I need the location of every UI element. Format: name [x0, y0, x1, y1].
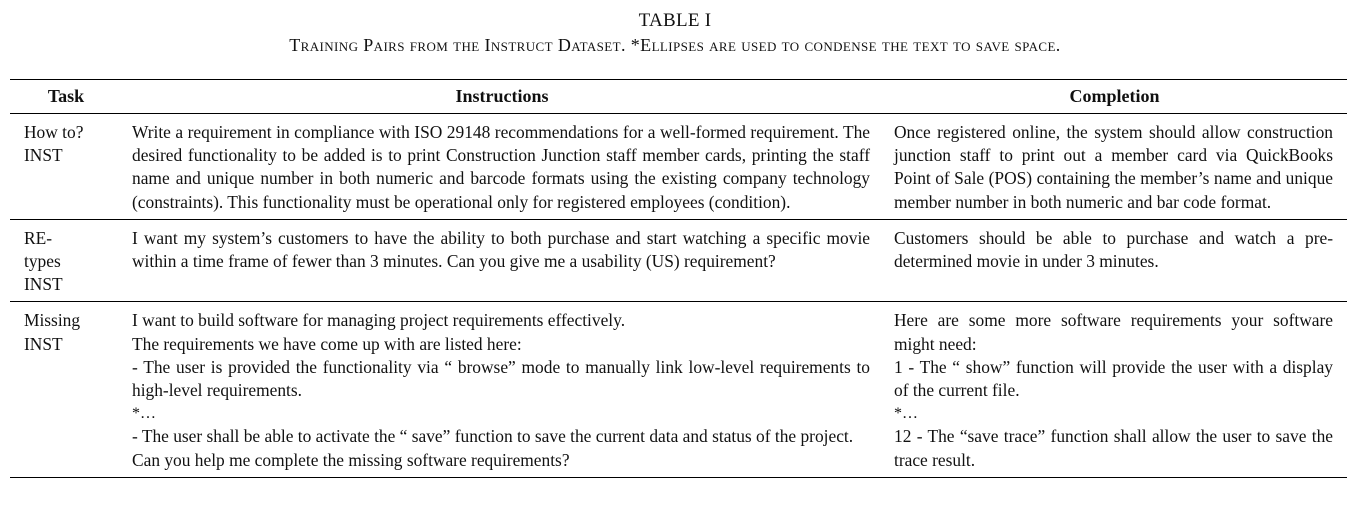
task-label-line: INST	[24, 274, 63, 295]
header-task: Task	[47, 85, 85, 106]
table-row	[10, 302, 1347, 477]
instruct-dataset-table	[10, 79, 1347, 478]
instruction-line: I want to build software for managing project requirements effectively.	[132, 310, 626, 331]
table-label: TABLE I	[638, 10, 712, 31]
table-row	[10, 114, 1347, 220]
instruction-line: - The user is provided the functionality via “ browse” mode to manually link low-level requirements to high-level requirements.	[132, 356, 870, 401]
completion-line: 12 - The “save trace” function shall allow the user to save the trace result.	[894, 426, 1333, 470]
task-cell	[10, 302, 122, 477]
completion-line: Here are some more software requirements your software might need:	[894, 310, 1333, 354]
instruction-line: - The user shall be able to activate the “ save” function to save the current data and status of the project.	[132, 426, 854, 447]
instructions-cell: I want my system’s customers to have the ability to both purchase and start watching a specific movie within a time frame of fewer than 3 minutes. Can you give me a usability (US) requirement?	[132, 227, 870, 272]
task-cell	[10, 219, 122, 302]
instruction-line: The requirements we have come up with are listed here:	[132, 333, 522, 354]
instruction-line: Can you help me complete the missing software requirements?	[132, 449, 570, 470]
task-label-line: Missing	[24, 310, 81, 331]
instructions-cell: Write a requirement in compliance with ISO 29148 recommendations for a well-formed requirement. The desired functionality to be added is to print Construction Junction staff member cards, printing the staff name and unique number in both numeric and barcode formats using the existing company technology (constraints). This functionality must be operational only for registered employees (condition).	[132, 122, 870, 212]
table-header-row	[10, 80, 1347, 114]
task-label-line: How to?	[24, 122, 84, 142]
ellipsis-marker: *…	[894, 405, 918, 423]
table-caption: Training Pairs from the Instruct Dataset. *Ellipses are used to condense the text to save space.	[289, 35, 1061, 55]
instructions-cell	[122, 302, 882, 477]
header-completion: Completion	[1069, 85, 1160, 106]
task-label-line: INST	[24, 333, 63, 354]
completion-cell	[882, 302, 1347, 477]
completion-cell: Customers should be able to purchase and watch a pre-determined movie in under 3 minutes.	[894, 227, 1333, 272]
ellipsis-marker: *…	[132, 405, 156, 423]
header-instructions: Instructions	[455, 85, 549, 106]
table-row	[10, 219, 1347, 302]
task-label-line: INST	[24, 145, 63, 166]
task-label-line: types	[24, 251, 61, 272]
task-cell	[10, 114, 122, 220]
task-label-line: RE-	[24, 227, 53, 248]
completion-line: 1 - The “ show” function will provide the user with a display of the current file.	[894, 356, 1333, 401]
completion-cell: Once registered online, the system should allow construction junction staff to print out a member card via QuickBooks Point of Sale (POS) containing the member’s name and unique member number in both numeric and bar code format.	[894, 122, 1333, 212]
